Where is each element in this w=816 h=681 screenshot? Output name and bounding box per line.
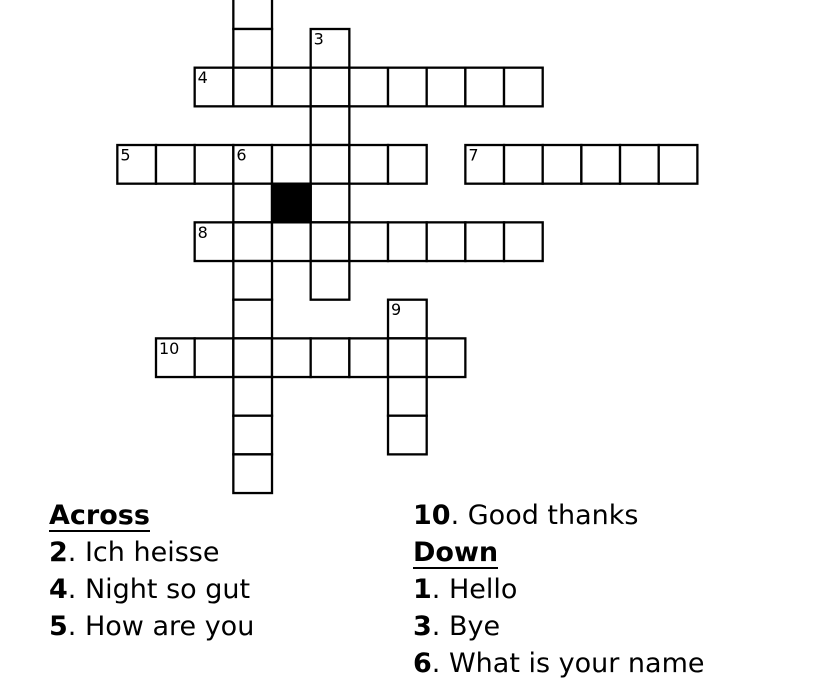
clue-item xyxy=(49,610,254,644)
grid-cell xyxy=(311,261,350,300)
clue-item xyxy=(413,610,500,644)
grid-cell xyxy=(233,416,272,455)
clue-text: Good thanks xyxy=(467,500,639,531)
clue-separator: . xyxy=(431,648,449,679)
grid-cell xyxy=(543,145,582,184)
cell-number: 9 xyxy=(391,300,402,320)
grid-cell xyxy=(233,454,272,493)
blocked-cell xyxy=(272,184,311,223)
grid-cell xyxy=(311,68,350,107)
grid-cell xyxy=(311,338,350,377)
clue-number: 1 xyxy=(413,574,432,605)
grid-cell xyxy=(427,222,466,261)
grid-cell xyxy=(272,145,311,184)
grid-cell xyxy=(311,184,350,223)
clue-text: Ich heisse xyxy=(84,537,220,568)
grid-cell xyxy=(349,145,388,184)
clue-separator: . xyxy=(450,500,468,531)
clues-header xyxy=(49,499,150,533)
grid-cell xyxy=(233,377,272,416)
grid-cell xyxy=(504,145,543,184)
grid-cell xyxy=(195,338,234,377)
grid-cell xyxy=(388,416,427,455)
grid-cell xyxy=(233,261,272,300)
cell-number: 3 xyxy=(313,29,324,49)
clues-header-label: Down xyxy=(413,537,499,568)
cell-number: 4 xyxy=(197,68,208,88)
grid-cell xyxy=(272,338,311,377)
grid-cell xyxy=(388,68,427,107)
clue-number: 2 xyxy=(49,537,68,568)
cell-number: 7 xyxy=(468,145,479,165)
cell-number: 5 xyxy=(120,145,131,165)
grid-cell xyxy=(349,222,388,261)
grid-cell xyxy=(388,338,427,377)
grid-cell xyxy=(465,68,504,107)
clue-item xyxy=(413,499,639,533)
grid-cell xyxy=(233,184,272,223)
cell-number: 10 xyxy=(159,338,180,358)
clue-separator: . xyxy=(67,611,85,642)
clue-item xyxy=(413,573,517,607)
clue-number: 3 xyxy=(413,611,432,642)
grid-cell xyxy=(349,338,388,377)
grid-cell xyxy=(156,145,195,184)
clues-header-label: Across xyxy=(49,500,150,531)
grid-cell xyxy=(233,29,272,68)
clue-separator: . xyxy=(431,574,449,605)
clue-number: 6 xyxy=(413,648,432,679)
clue-text: Hello xyxy=(448,574,518,605)
clue-item xyxy=(49,573,250,607)
clue-text: Night so gut xyxy=(84,574,251,605)
grid-cell xyxy=(659,145,698,184)
grid-cell xyxy=(581,145,620,184)
clue-separator: . xyxy=(67,537,85,568)
grid-cell xyxy=(504,68,543,107)
clues-header xyxy=(413,536,498,570)
clue-separator: . xyxy=(431,611,449,642)
grid-cell xyxy=(272,222,311,261)
grid-cell xyxy=(272,68,311,107)
grid-cell xyxy=(195,145,234,184)
grid-cell xyxy=(504,222,543,261)
grid-cell xyxy=(311,145,350,184)
clue-item-partial xyxy=(413,647,705,681)
grid-cell xyxy=(233,0,272,29)
grid-cell xyxy=(427,68,466,107)
clue-text: What is your name xyxy=(448,648,705,679)
cell-number: 6 xyxy=(236,145,247,165)
clue-separator: . xyxy=(67,574,85,605)
grid-cell xyxy=(311,106,350,145)
clue-number: 5 xyxy=(49,611,68,642)
clue-number: 4 xyxy=(49,574,68,605)
grid-cell xyxy=(349,68,388,107)
grid-cell xyxy=(620,145,659,184)
grid-cell xyxy=(233,222,272,261)
grid-cell xyxy=(311,222,350,261)
clue-text: How are you xyxy=(84,611,255,642)
cell-number: 8 xyxy=(197,222,208,242)
grid-cell xyxy=(465,222,504,261)
grid-cell xyxy=(388,145,427,184)
grid-cell xyxy=(388,377,427,416)
clue-item xyxy=(49,536,219,570)
grid-cell xyxy=(427,338,466,377)
grid-cell xyxy=(233,338,272,377)
grid-cell xyxy=(233,68,272,107)
grid-cell xyxy=(233,300,272,339)
clue-number: 10 xyxy=(413,500,451,531)
grid-cell xyxy=(388,222,427,261)
clue-text: Bye xyxy=(448,611,501,642)
